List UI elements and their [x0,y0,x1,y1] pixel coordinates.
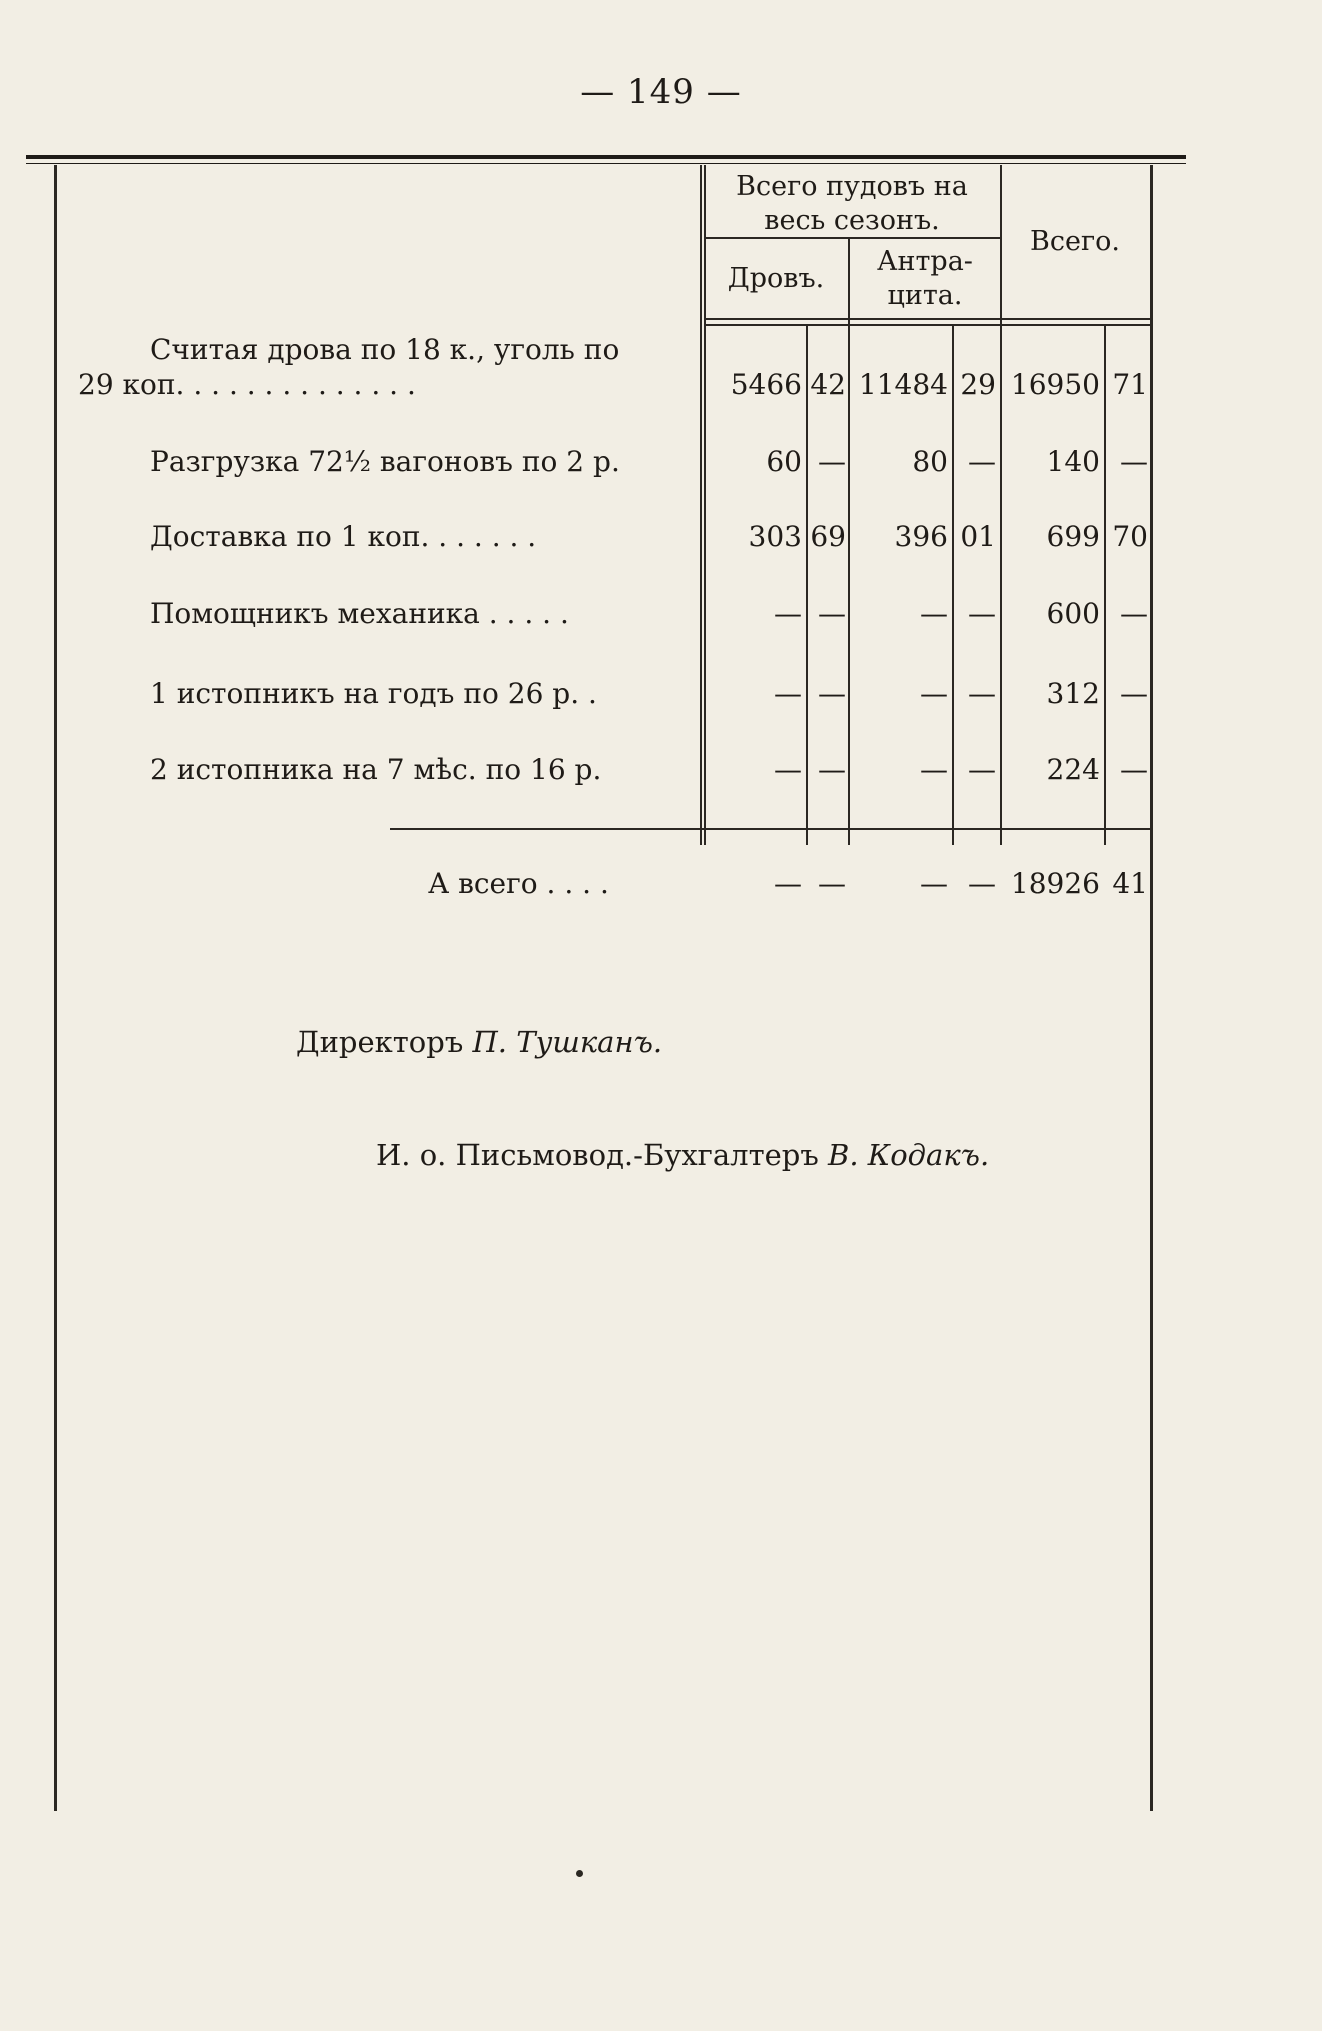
col-divider-label [700,165,702,845]
row-label: 2 истопника на 7 мѣс. по 16 р. [150,753,602,786]
cell-wood-rub: 60 [766,445,802,478]
bottom-dot [576,1870,583,1877]
cell-anth-kop: — [968,753,996,786]
cell-wood-rub: — [774,677,802,710]
cell-wood-kop: — [818,677,846,710]
cell-anth-rub: — [920,753,948,786]
cell-wood-kop: — [818,867,846,900]
header-total: Всего. [1030,226,1120,257]
cell-anth-kop: 01 [960,520,996,553]
row-label: Разгрузка 72½ вагоновъ по 2 р. [150,445,620,478]
cell-total-kop: — [1120,753,1148,786]
cell-wood-kop: — [818,753,846,786]
row-label: 29 коп. . . . . . . . . . . . . . [78,368,416,401]
header-rule-bottom-double [704,324,1150,326]
col-divider-wood-anth [848,237,850,845]
cell-anth-kop: — [968,867,996,900]
cell-anth-rub: 396 [894,520,948,553]
cell-anth-kop: 29 [960,368,996,401]
header-season-total: Всего пудовъ на весь сезонъ. [736,171,968,236]
page-number: — 149 — [580,72,742,112]
cell-wood-kop: — [818,597,846,630]
cell-wood-kop: 69 [810,520,846,553]
cell-anth-rub: 11484 [858,368,948,401]
cell-wood-rub: — [774,753,802,786]
header-wood: Дровъ. [727,263,825,294]
total-row-label: А всего . . . . [428,867,609,900]
row-label: Помощникъ механика . . . . . [150,597,569,630]
cell-total-kop: 70 [1112,520,1148,553]
row-label: 1 истопникъ на годъ по 26 р. . [150,677,597,710]
cell-anth-rub: 80 [912,445,948,478]
cell-total-kop: — [1120,445,1148,478]
cell-total-rub: 312 [1046,677,1100,710]
cell-total-rub: 18926 [1010,867,1100,900]
cell-total-kop: — [1120,677,1148,710]
cell-anth-kop: — [968,597,996,630]
cell-wood-rub: 303 [748,520,802,553]
cell-total-kop: 41 [1112,867,1148,900]
director-name: П. Тушканъ. [472,1025,663,1059]
cell-wood-rub: 5466 [730,368,802,401]
row-label-line1: Считая дрова по 18 к., уголь по [150,333,620,366]
header-anthracite: Антра-цита. [877,246,973,311]
clerk-name: В. Кодакъ. [828,1138,990,1172]
cell-anth-rub: — [920,677,948,710]
cell-anth-rub: — [920,597,948,630]
cell-total-kop: — [1120,597,1148,630]
cell-total-rub: 224 [1046,753,1100,786]
row-label: Доставка по 1 коп. . . . . . . [150,520,537,553]
cell-total-rub: 140 [1046,445,1100,478]
table-left-border [54,165,57,1811]
director-signature [296,1025,662,1059]
cell-anth-kop: — [968,445,996,478]
cell-wood-rub: — [774,867,802,900]
cell-anth-rub: — [920,867,948,900]
top-rule-thin [26,163,1186,164]
cell-total-kop: 71 [1112,368,1148,401]
cell-wood-kop: 42 [810,368,846,401]
cell-wood-kop: — [818,445,846,478]
cell-total-rub: 699 [1046,520,1100,553]
cell-total-rub: 16950 [1010,368,1100,401]
top-rule [26,155,1186,159]
subtotal-rule [390,828,1150,830]
header-rule-bottom [704,318,1150,320]
clerk-signature [376,1138,989,1172]
director-title: Директоръ [296,1025,464,1059]
col-divider-anth-total [1000,165,1002,845]
cell-total-rub: 600 [1046,597,1100,630]
clerk-title: И. о. Письмовод.-Бухгалтеръ [376,1138,819,1172]
table-right-border [1150,165,1153,1811]
cell-wood-rub: — [774,597,802,630]
cell-anth-kop: — [968,677,996,710]
